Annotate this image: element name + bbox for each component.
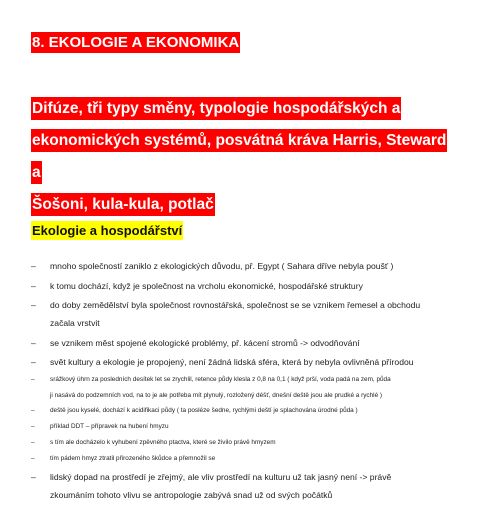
bullet-text xyxy=(50,403,468,419)
bullet-dash: – xyxy=(31,455,35,462)
bullet-text xyxy=(50,372,468,404)
bullet-dash: – xyxy=(31,338,36,348)
bullet-text xyxy=(50,468,468,504)
bullet-line: tím pádem hmyz ztratil přirozeného škůdce a přemnožil se xyxy=(50,455,216,462)
bullet-dash: – xyxy=(31,261,36,271)
bullet-dash: – xyxy=(31,472,36,482)
chapter-subtitle xyxy=(31,93,451,221)
subtitle-line: Šošoni, kula-kula, potlač xyxy=(31,193,215,216)
bullet-text xyxy=(50,277,468,295)
bullet-line: deště jsou kyselé, dochází k acidifikaci půdy ( ta posléze šedne, rychlými deští je splachována úrodné půda ) xyxy=(50,407,358,414)
bullet-line: se vznikem měst spojené ekologické problémy, př. kácení stromů -> odvodňování xyxy=(50,338,360,348)
subtitle-line: Difúze, tři typy směny, typologie hospodářských a xyxy=(31,97,401,120)
bullet-text xyxy=(50,419,468,435)
bullet-text xyxy=(50,257,468,275)
bullet-dash: – xyxy=(31,407,35,414)
subtitle-line: ekonomických systémů, posvátná kráva Harris, Steward a xyxy=(31,129,447,184)
bullet-line: začala vrstvit xyxy=(50,318,100,328)
bullet-text xyxy=(50,296,468,332)
bullet-dash: – xyxy=(31,439,35,446)
bullet-line: svět kultury a ekologie je propojený, není žádná lidská sféra, která by nebyla ovlivněná přírodou xyxy=(50,357,414,367)
bullet-line: do doby zemědělství byla společnost rovnostářská, společnost se se vznikem řemesel a obchodu xyxy=(50,300,421,310)
bullet-dash: – xyxy=(31,376,35,383)
bullet-dash: – xyxy=(31,423,35,430)
bullet-line: příklad DDT – přípravek na hubení hmyzu xyxy=(50,423,169,430)
section-heading: Ekologie a hospodářství xyxy=(32,223,183,238)
bullet-line: k tomu dochází, když je společnost na vrcholu ekonomické, hospodářské struktury xyxy=(50,281,363,291)
bullet-text xyxy=(50,435,468,451)
bullet-line: zkoumáním tohoto vlivu se antropologie zabývá snad už od svých počátků xyxy=(50,490,333,500)
bullet-line: srážkový úhrn za posledních desítek let se zrychlil, retence půdy klesla z 0,8 na 0,1 ( když prší, voda padá na zem, půda xyxy=(50,376,391,383)
bullet-dash: – xyxy=(31,281,36,291)
bullet-dash: – xyxy=(31,357,36,367)
bullet-text xyxy=(50,334,468,352)
bullet-text xyxy=(50,451,468,467)
bullet-dash: – xyxy=(31,300,36,310)
bullet-line: mnoho společností zaniklo z ekologických důvodu, př. Egypt ( Sahara dříve nebyla poušť ) xyxy=(50,261,394,271)
bullet-line: lidský dopad na prostředí je zřejmý, ale vliv prostředí na kulturu už tak jasný není -> právě xyxy=(50,472,392,482)
bullet-line: s tím ale docházelo k vyhubení zpěvného ptactva, které se živilo právě hmyzem xyxy=(50,439,276,446)
chapter-title: 8. EKOLOGIE A EKONOMIKA xyxy=(32,34,240,51)
bullet-line: ji nasává do podzemních vod, na to je ale potřeba mít plynulý, rozložený déšť, dnešní deště jsou ale prudké a rychlé ) xyxy=(50,392,383,399)
bullet-text xyxy=(50,353,468,371)
